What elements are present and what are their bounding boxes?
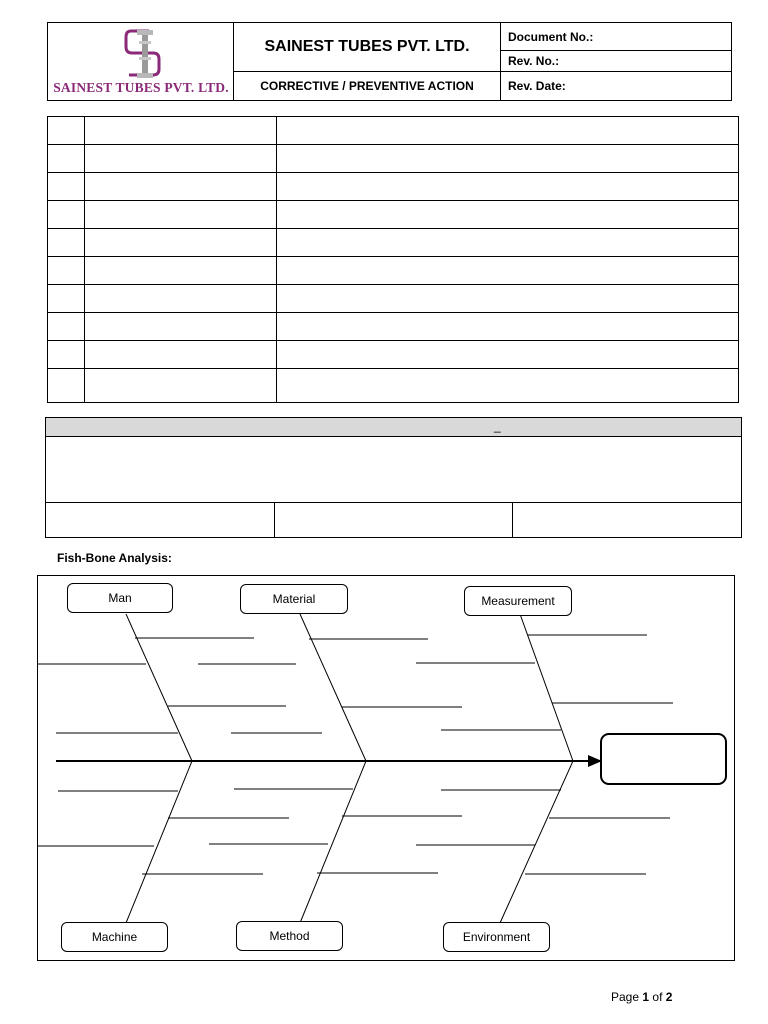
rev-no-field	[501, 51, 732, 72]
table-row	[48, 117, 738, 145]
table-cell[interactable]	[277, 117, 738, 144]
table-cell[interactable]	[85, 173, 277, 200]
signature-cell[interactable]	[275, 503, 513, 537]
table-cell[interactable]	[85, 341, 277, 368]
table-cell[interactable]	[277, 173, 738, 200]
signature-cell[interactable]	[513, 503, 741, 537]
table-row	[48, 369, 738, 402]
category-measurement: Measurement	[464, 586, 572, 616]
table-cell[interactable]	[277, 257, 738, 284]
table-cell[interactable]	[85, 257, 277, 284]
table-cell[interactable]	[48, 173, 85, 200]
page-prefix: Page	[611, 990, 640, 1004]
table-cell[interactable]	[48, 313, 85, 340]
table-cell[interactable]	[85, 145, 277, 172]
page-footer	[611, 990, 672, 1004]
effect-box[interactable]	[600, 733, 727, 785]
document-header	[47, 22, 732, 101]
page-current: 1	[642, 990, 650, 1004]
logo-text: SAINEST TUBES PVT. LTD.	[53, 80, 229, 95]
table-cell[interactable]	[277, 201, 738, 228]
description-section	[45, 417, 742, 538]
page-of: of	[652, 990, 663, 1004]
document-no-label: Document No.:	[508, 29, 594, 44]
form-title: CORRECTIVE / PREVENTIVE ACTION	[234, 72, 501, 100]
table-row	[48, 145, 738, 173]
table-cell[interactable]	[85, 229, 277, 256]
table-row	[48, 173, 738, 201]
signature-cell[interactable]	[46, 503, 275, 537]
table-cell[interactable]	[277, 369, 738, 402]
table-cell[interactable]	[85, 117, 277, 144]
category-environment: Environment	[443, 922, 550, 952]
category-machine: Machine	[61, 922, 168, 952]
signature-row	[46, 502, 741, 537]
company-logo-icon	[123, 27, 169, 79]
category-material: Material	[240, 584, 348, 614]
table-cell[interactable]	[85, 313, 277, 340]
table-row	[48, 313, 738, 341]
table-cell[interactable]	[85, 285, 277, 312]
section-header-band	[46, 418, 741, 437]
table-cell[interactable]	[48, 117, 85, 144]
table-cell[interactable]	[277, 341, 738, 368]
fishbone-diagram	[37, 575, 735, 961]
table-cell[interactable]	[48, 369, 85, 402]
document-no-field	[501, 23, 732, 51]
table-cell[interactable]	[277, 313, 738, 340]
table-cell[interactable]	[48, 257, 85, 284]
rev-date-label: Rev. Date:	[508, 79, 566, 93]
table-cell[interactable]	[277, 285, 738, 312]
logo-cell	[48, 23, 234, 100]
table-cell[interactable]	[48, 145, 85, 172]
details-table	[47, 116, 739, 403]
table-cell[interactable]	[85, 201, 277, 228]
table-cell[interactable]	[48, 229, 85, 256]
description-area[interactable]	[46, 438, 741, 502]
fishbone-title: Fish-Bone Analysis:	[57, 551, 172, 565]
table-cell[interactable]	[48, 285, 85, 312]
company-name: SAINEST TUBES PVT. LTD.	[234, 23, 501, 72]
table-row	[48, 341, 738, 369]
table-cell[interactable]	[277, 229, 738, 256]
category-man: Man	[67, 583, 173, 613]
table-cell[interactable]	[85, 369, 277, 402]
table-cell[interactable]	[277, 145, 738, 172]
table-row	[48, 257, 738, 285]
table-row	[48, 229, 738, 257]
table-row	[48, 285, 738, 313]
table-cell[interactable]	[48, 341, 85, 368]
category-method: Method	[236, 921, 343, 951]
page-total: 2	[665, 990, 673, 1004]
band-mark: _	[494, 419, 501, 433]
table-cell[interactable]	[48, 201, 85, 228]
rev-no-label: Rev. No.:	[508, 54, 560, 68]
rev-date-field	[501, 72, 732, 100]
table-row	[48, 201, 738, 229]
